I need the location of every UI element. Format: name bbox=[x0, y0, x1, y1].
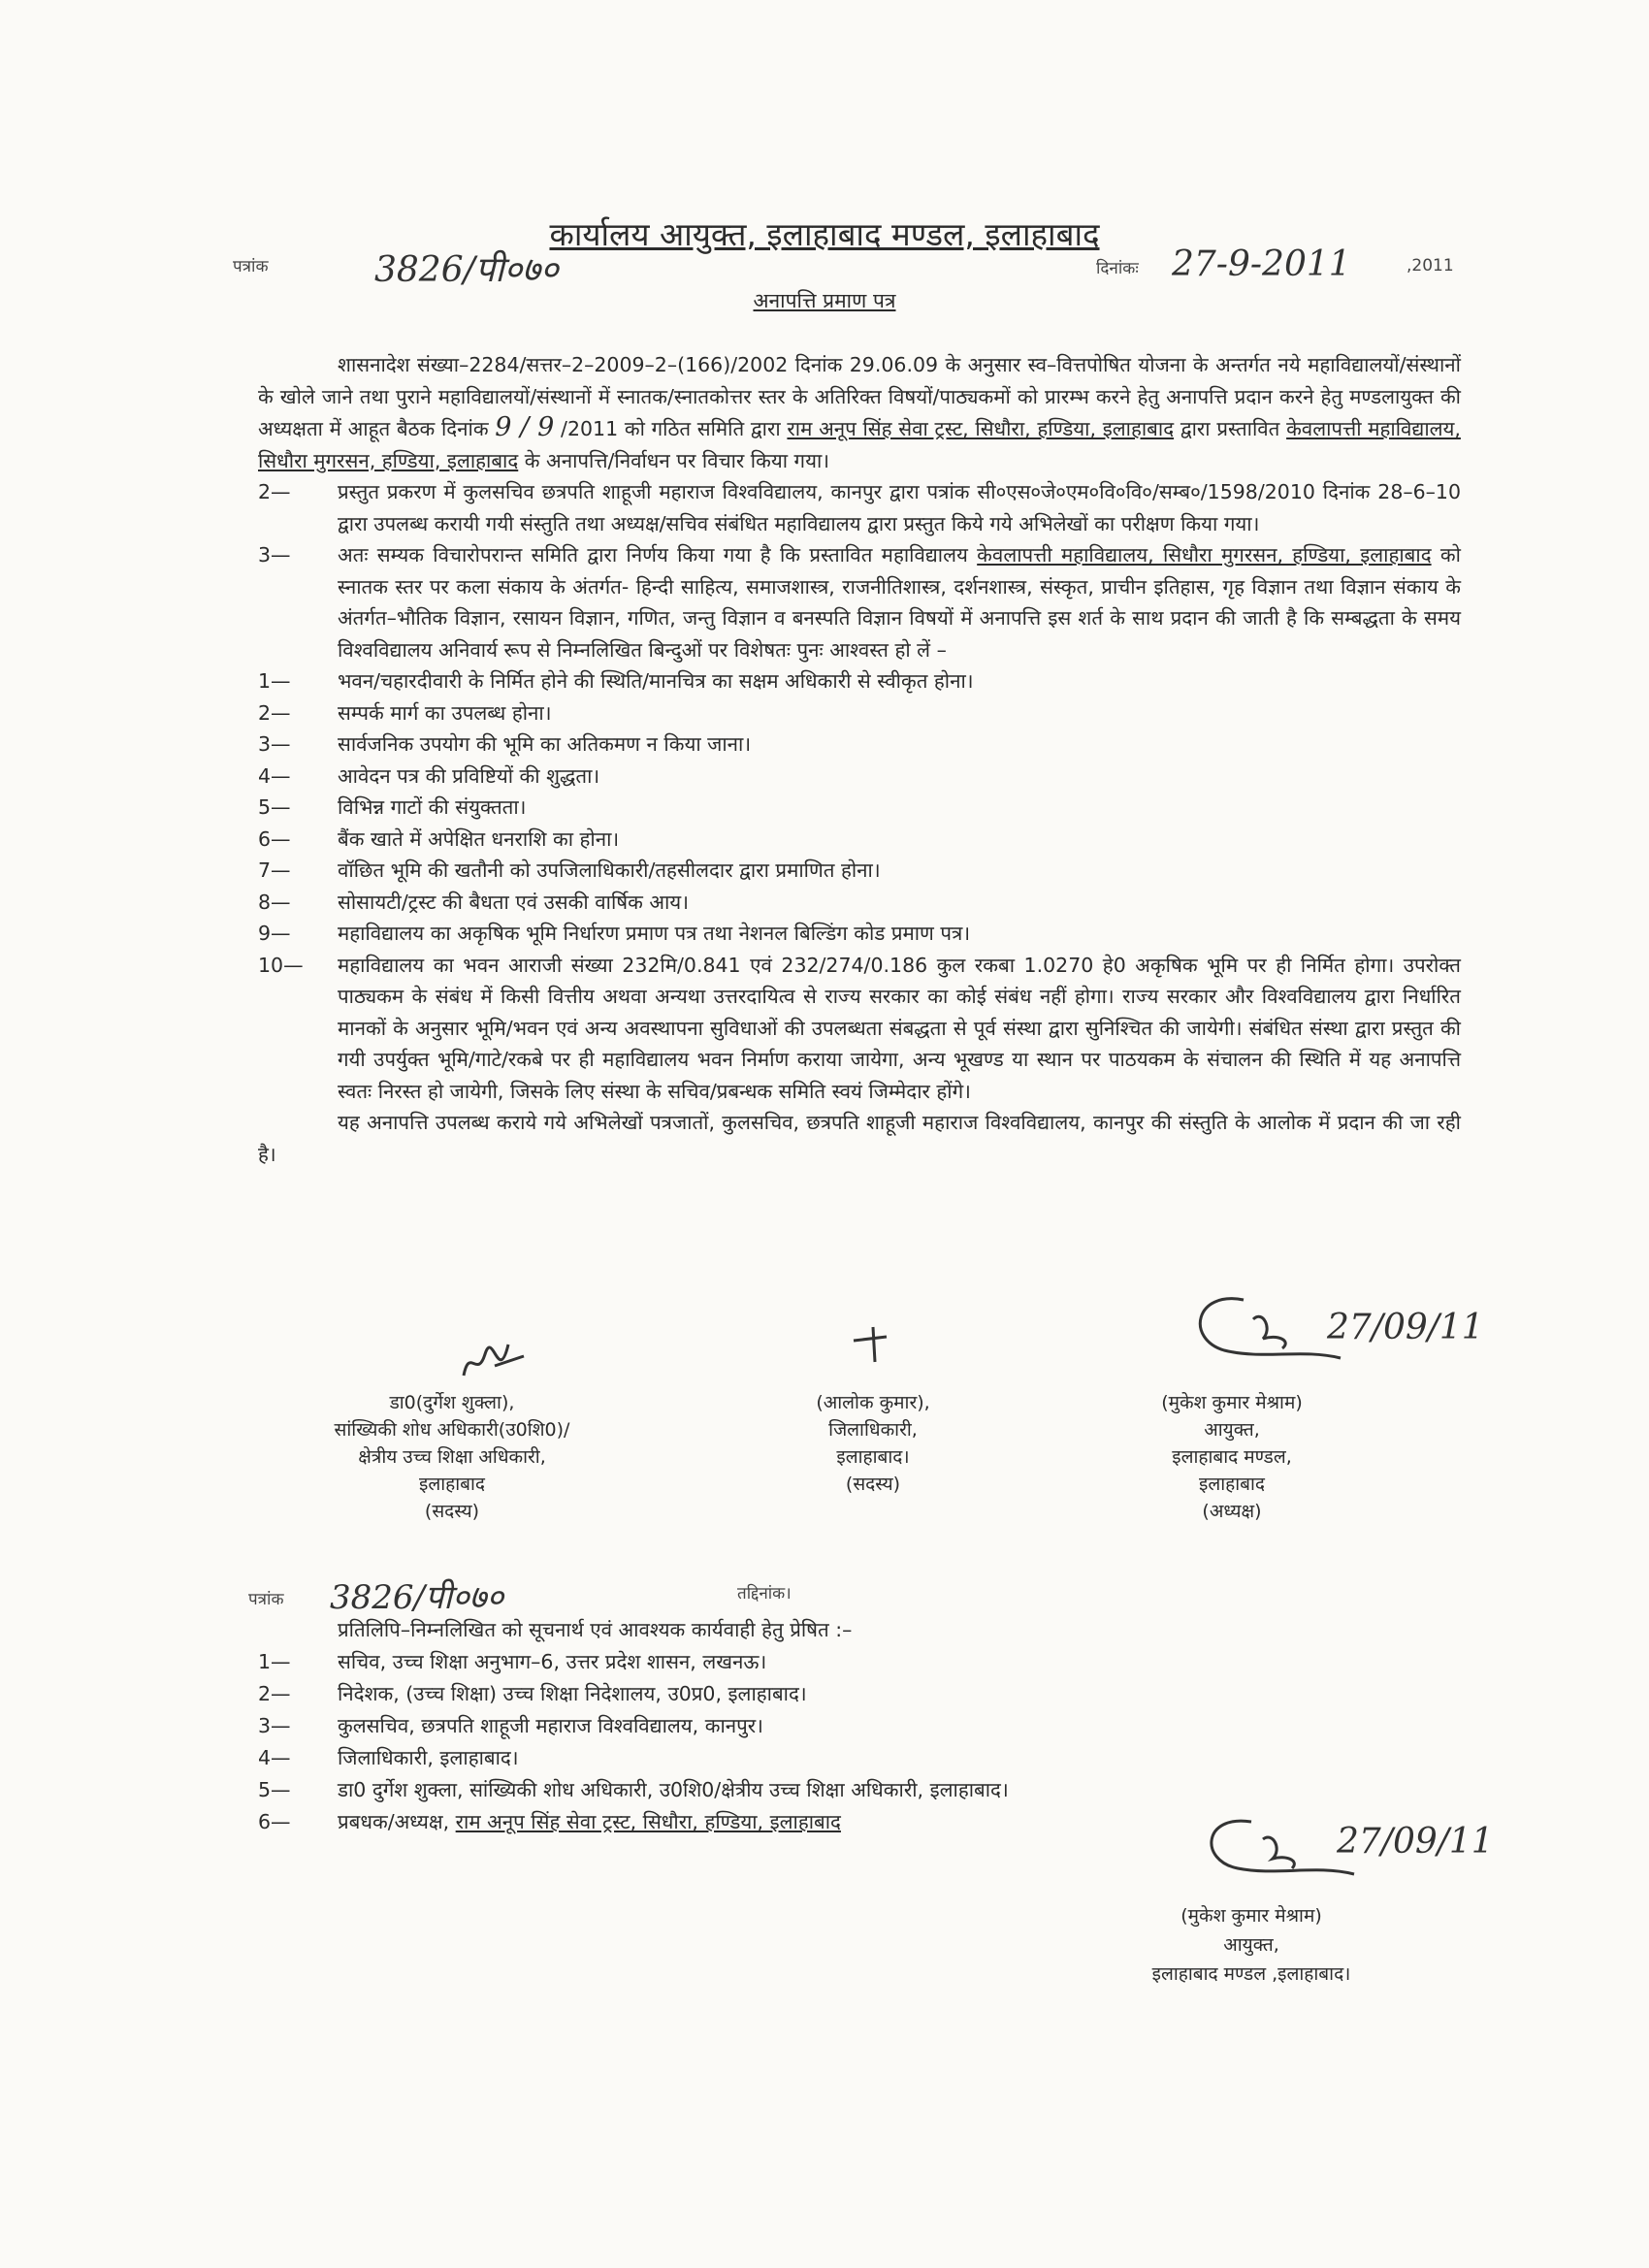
trust-name: राम अनूप सिंह सेवा ट्रस्ट, सिधौरा, हण्डिया, इलाहाबाद bbox=[787, 417, 1175, 440]
copy-signer: (मुकेश कुमार मेश्राम) आयुक्त, इलाहाबाद मण्डल ,इलाहाबाद। bbox=[1151, 1905, 1351, 1985]
trust-name-copy: राम अनूप सिंह सेवा ट्रस्ट, सिधौरा, हण्डिया, इलाहाबाद bbox=[455, 1810, 841, 1833]
paragraph-3: 3— अतः सम्यक विचारोपरान्त समिति द्वारा निर्णय किया गया है कि प्रस्तावित महाविद्यालय केवलापत्ती महाविद्यालय, सिधौरा मुगरसन, हण्डिया, इलाहाबाद को स्नातक स्तर पर कला संकाय के अंतर्गत- हिन्दी साहित्य, समाजशास्त्र, राजनीतिशास्त्र, दर्शनशास्त्र, संस्कृत, प्राचीन इतिहास, गृह विज्ञान तथा विज्ञान संकाय के अंतर्गत–भौतिक विज्ञान, रसायन विज्ञान, गणित, जन्तु विज्ञान व बनस्पति विज्ञान विषयों में अनापत्ति इस शर्त के साथ प्रदान की जाती है कि सम्बद्धता के समय विश्वविद्यालय अनिवार्य रूप से निम्नलिखित बिन्दुओं पर विशेषतः पुनः आश्वस्त हो लें – bbox=[258, 543, 1461, 662]
paragraph-10: 10— महाविद्यालय का भवन आराजी संख्या 232मि/0.841 एवं 232/274/0.186 कुल रकबा 1.0270 हे0 अकृषिक भूमि पर ही निर्मित होगा। उपरोक्त पाठ्यकम के संबंध में किसी वित्तीय अथवा अन्यथा उत्तरदायित्व से राज्य सरकार का कोई संबंध नहीं होगा। राज्य सरकार और विश्वविद्यालय द्वारा निर्धारित मानकों के अनुसार भूमि/भवन एवं अन्य अवस्थापना सुविधाओं की उपलब्धता संबद्धता से पूर्व संस्था द्वारा सुनिश्चित की जायेगी। संबंधित संस्था द्वारा प्रस्तुत की गयी उपर्युक्त भूमि/गाटे/रकबे पर ही महाविद्यालय भवन निर्माण कराया जायेगा, अन्य भूखण्ड या स्थान पर पाठयकम के संचालन की स्थिति में यह अनापत्ति स्वतः निरस्त हो जायेगी, जिसके लिए संस्था के सचिव/प्रबन्धक समिति स्वयं जिम्मेदार होंगे। bbox=[258, 953, 1461, 1103]
letter-number-handwritten: 3826/पी०७० bbox=[374, 250, 559, 290]
signature-alok bbox=[848, 1323, 896, 1372]
date-label: दिनांकः bbox=[1096, 259, 1139, 278]
letter-number-label: पत्रांक bbox=[233, 257, 269, 276]
recipient-item: 2— निदेशक, (उच्च शिक्षा) उच्च शिक्षा निदेशालय, उ0प्र0, इलाहाबाद। bbox=[258, 1682, 807, 1705]
college-name: केवलापत्ती महाविद्यालय, सिधौरा मुगरसन, हण्डिया, इलाहाबाद bbox=[258, 417, 1461, 472]
condition-item: 6— बैंक खाते में अपेक्षित धनराशि का होना। bbox=[258, 826, 620, 851]
office-heading: कार्यालय आयुक्त, इलाहाबाद मण्डल, इलाहाबाद bbox=[549, 215, 1100, 253]
condition-item: 5— विभिन्न गाटों की संयुक्तता। bbox=[258, 795, 527, 819]
year-suffix: ,2011 bbox=[1406, 256, 1454, 275]
signature-mukesh bbox=[1185, 1280, 1350, 1387]
copy-letter-number-label: पत्रांक bbox=[248, 1590, 284, 1609]
closing-paragraph: यह अनापत्ति उपलब्ध कराये गये अभिलेखों पत्रजातों, कुलसचिव, छत्रपति शाहूजी महाराज विश्वविद्यालय, कानपुर की संस्तुति के आलोक में प्रदान की जा रही है। bbox=[258, 1111, 1461, 1166]
recipient-item: 3— कुलसचिव, छत्रपति शाहूजी महाराज विश्वविद्यालय, कानपुर। bbox=[258, 1714, 763, 1737]
condition-item: 4— आवेदन पत्र की प्रविष्टियों की शुद्धता। bbox=[258, 763, 600, 788]
recipient-item: 5— डा0 दुर्गेश शुक्ला, सांख्यिकी शोध अधिकारी, उ0शि0/क्षेत्रीय उच्च शिक्षा अधिकारी, इलाहाबाद। bbox=[258, 1778, 1009, 1801]
document-body bbox=[258, 349, 1461, 1170]
conditions-list bbox=[258, 665, 1461, 950]
copy-signature-mukesh bbox=[1203, 1806, 1358, 1899]
condition-item: 9— महाविद्यालय का अकृषिक भूमि निर्धारण प्रमाण पत्र तथा नेशनल बिल्डिंग कोड प्रमाण पत्र। bbox=[258, 922, 971, 945]
recipient-item: 1— सचिव, उच्च शिक्षा अनुभाग–6, उत्तर प्रदेश शासन, लखनऊ। bbox=[258, 1650, 767, 1673]
recipient-item: 4— जिलाधिकारी, इलाहाबाद। bbox=[258, 1746, 519, 1769]
condition-item: 3— सार्वजनिक उपयोग की भूमि का अतिकमण न किया जाना। bbox=[258, 732, 752, 756]
condition-item: 1— भवन/चहारदीवारी के निर्मित होने की स्थिति/मानचित्र का सक्षम अधिकारी से स्वीकृत होना। bbox=[258, 669, 974, 693]
signatory-member-2: (आलोक कुमार), जिलाधिकारी, इलाहाबाद। (सदस्य) bbox=[816, 1392, 930, 1495]
date-handwritten: 27-9-2011 bbox=[1172, 244, 1351, 284]
signature-date: 27/09/11 bbox=[1327, 1308, 1484, 1347]
signatory-member-1: डा0(दुर्गेश शुक्ला), सांख्यिकी शोध अधिकारी(उ0शि0)/ क्षेत्रीय उच्च शिक्षा अधिकारी, इलाहाबाद (सदस्य) bbox=[334, 1392, 570, 1522]
condition-item: 8— सोसायटी/ट्रस्ट की बैधता एवं उसकी वार्षिक आय। bbox=[258, 890, 689, 914]
paragraph-1: शासनादेश संख्या–2284/सत्तर–2–2009–2–(166)/2002 दिनांक 29.06.09 के अनुसार स्व–वित्तपोषित योजना के अन्तर्गत नये महाविद्यालयों/संस्थानों के खोले जाने तथा पुराने महाविद्यालयों/संस्थानों में स्नातक/स्नातकोत्तर स्तर के अतिरिक्त विषयों/पाठ्यकमों को प्रारम्भ करने हेतु अनापत्ति प्रदान करने हेतु मण्डलायुक्त की अध्यक्षता में आहूत बैठक दिनांक 9 / 9 /2011 को गठित समिति द्वारा राम अनूप सिंह सेवा ट्रस्ट, सिधौरा, हण्डिया, इलाहाबाद द्वारा प्रस्तावित केवलापत्ती महाविद्यालय, सिधौरा मुगरसन, हण्डिया, इलाहाबाद के अनापत्ति/निर्वाधन पर विचार किया गया। bbox=[258, 353, 1461, 472]
copy-intro: प्रतिलिपि–निम्नलिखित को सूचनार्थ एवं आवश्यक कार्यवाही हेतु प्रेषित :– bbox=[338, 1618, 853, 1641]
recipient-6: 6— प्रबधक/अध्यक्ष, राम अनूप सिंह सेवा ट्रस्ट, सिधौरा, हण्डिया, इलाहाबाद bbox=[258, 1810, 841, 1833]
copy-same-date: तद्दिनांक। bbox=[737, 1584, 792, 1604]
condition-item: 7— वॉछित भूमि की खतौनी को उपजिलाधिकारी/तहसीलदार द्वारा प्रमाणित होना। bbox=[258, 859, 881, 882]
college-name-2: केवलापत्ती महाविद्यालय, सिधौरा मुगरसन, हण्डिया, इलाहाबाद bbox=[977, 543, 1432, 567]
copy-letter-number-handwritten: 3826/पी०७० bbox=[330, 1578, 504, 1617]
signatory-chairman: (मुकेश कुमार मेश्राम) आयुक्त, इलाहाबाद मण्डल, इलाहाबाद (अध्यक्ष) bbox=[1161, 1392, 1303, 1522]
certificate-subject: अनापत्ति प्रमाण पत्र bbox=[753, 289, 896, 312]
copy-signature-date: 27/09/11 bbox=[1337, 1822, 1494, 1862]
signature-durgesh bbox=[456, 1337, 534, 1391]
condition-item: 2— सम्पर्क मार्ग का उपलब्ध होना। bbox=[258, 700, 552, 725]
copy-recipients bbox=[258, 1614, 1461, 1838]
paragraph-2: 2— प्रस्तुत प्रकरण में कुलसचिव छत्रपति शाहूजी महाराज विश्वविद्यालय, कानपुर द्वारा पत्रांक सी०एस०जे०एम०वि०वि०/सम्ब०/1598/2010 दिनांक 28–6–10 द्वारा उपलब्ध करायी गयी संस्तुति तथा अध्यक्ष/सचिव संबंधित महाविद्यालय द्वारा प्रस्तुत किये गये अभिलेखों का परीक्षण किया गया। bbox=[258, 480, 1461, 535]
meeting-date-handwritten: 9 / 9 bbox=[495, 412, 555, 442]
